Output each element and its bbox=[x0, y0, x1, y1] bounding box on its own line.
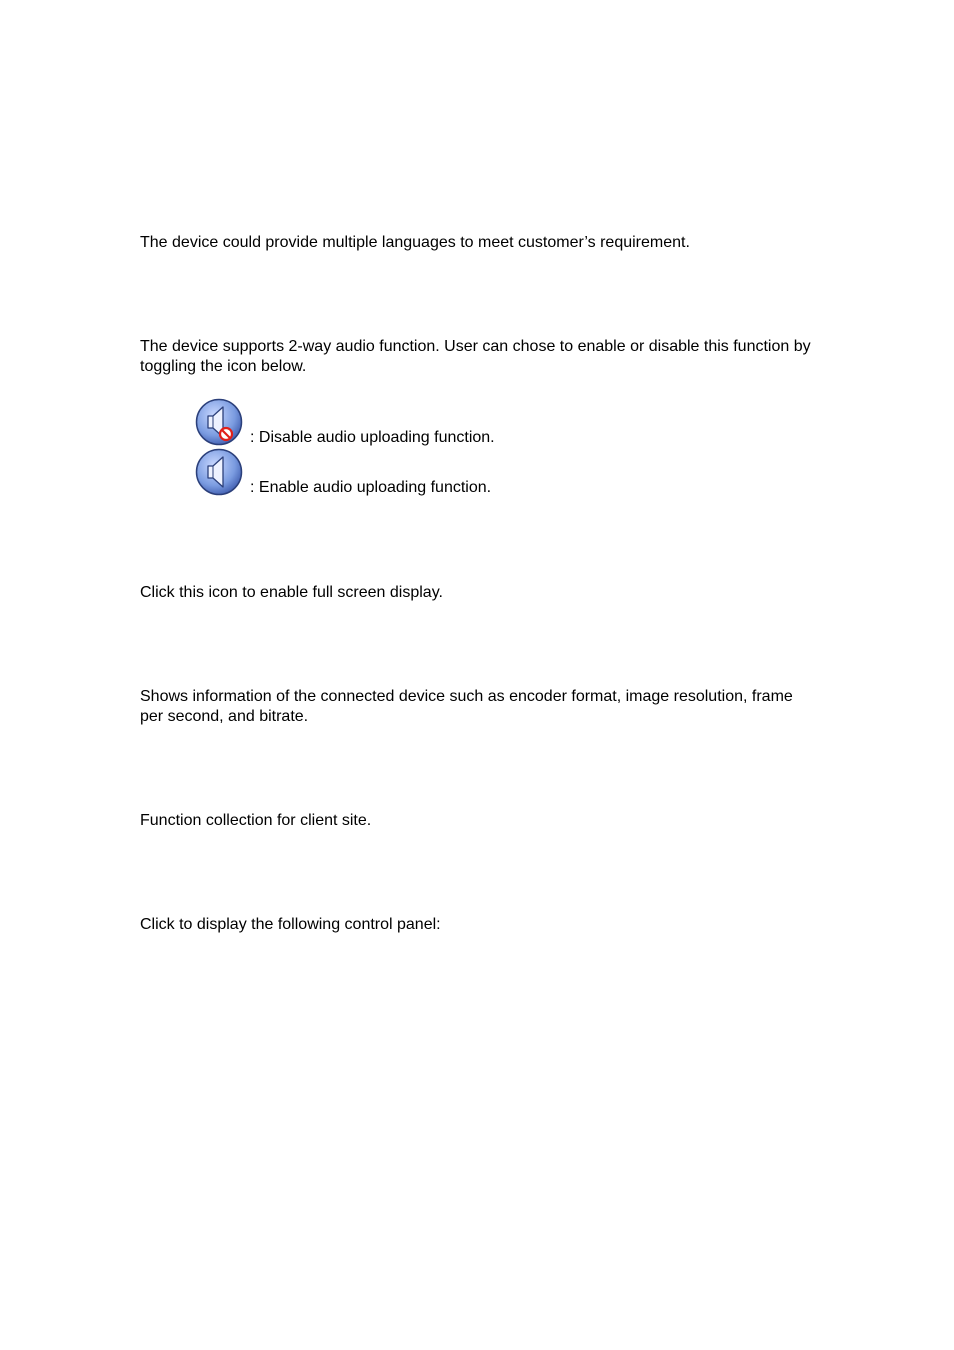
info-description: Shows information of the connected device such as encoder format, image resolution, frame per second, and bitrate. bbox=[140, 688, 793, 725]
audio-description: The device supports 2-way audio function. User can chose to enable or disable this function by toggling the icon below. bbox=[140, 338, 811, 375]
disable-audio-row bbox=[195, 398, 795, 448]
speaker-muted-icon[interactable] bbox=[195, 398, 243, 446]
language-description: The device could provide multiple languages to meet customer’s requirement. bbox=[140, 234, 690, 251]
enable-audio-label: : Enable audio uploading function. bbox=[250, 479, 492, 496]
speaker-icon[interactable] bbox=[195, 448, 243, 496]
disable-audio-label: : Disable audio uploading function. bbox=[250, 429, 495, 446]
enable-audio-row bbox=[195, 448, 795, 498]
control-description: Click to display the following control panel: bbox=[140, 916, 441, 933]
fullscreen-description: Click this icon to enable full screen display. bbox=[140, 584, 443, 601]
function-description: Function collection for client site. bbox=[140, 812, 372, 829]
